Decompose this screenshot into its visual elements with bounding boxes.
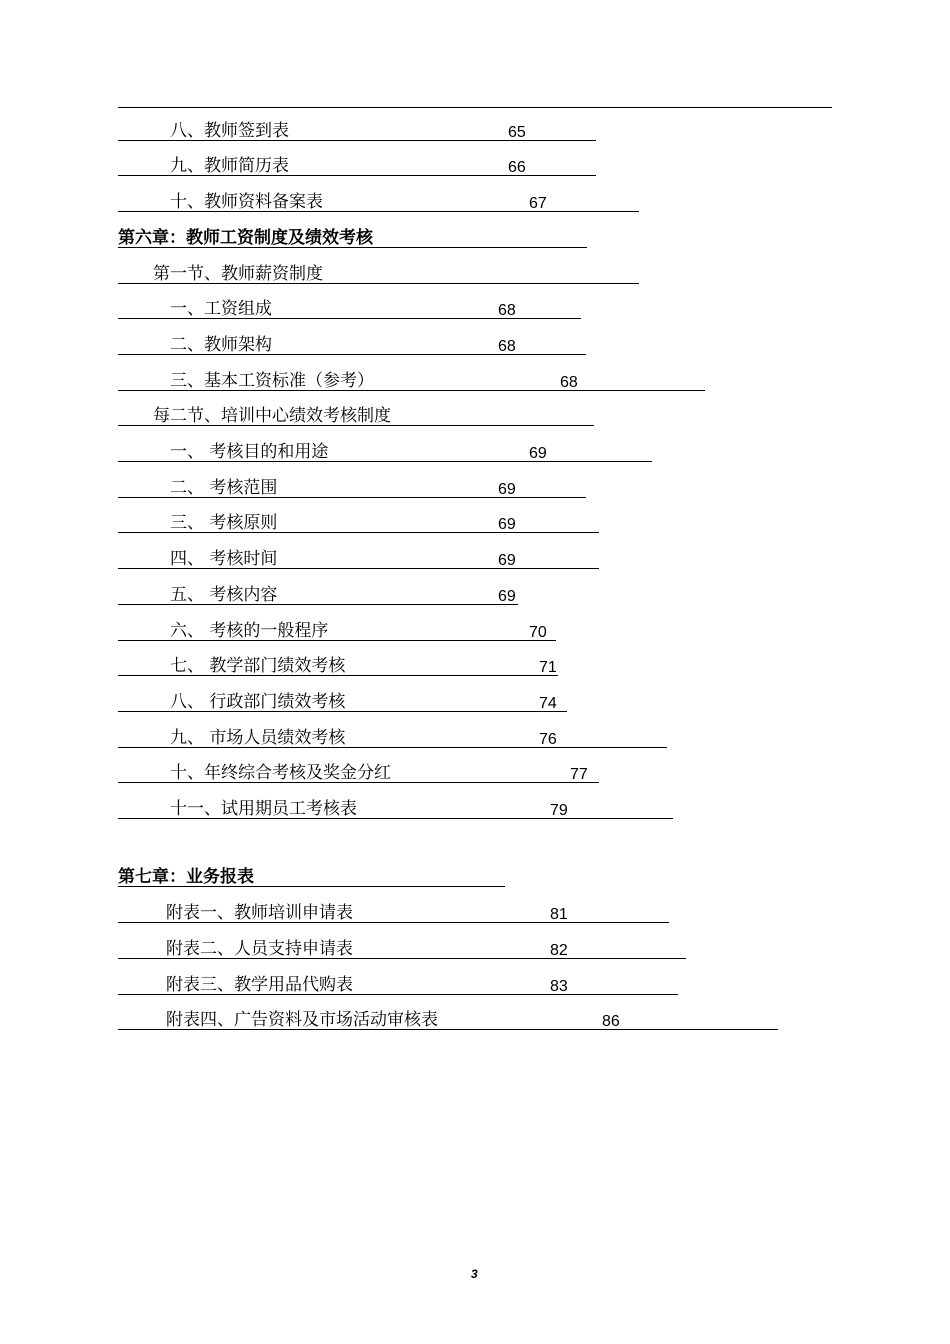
toc-entry[interactable] (118, 970, 678, 995)
toc-entry[interactable] (118, 187, 639, 212)
toc-entry-page: 82 (550, 942, 568, 959)
toc-entry-page: 83 (550, 978, 568, 995)
toc-entry[interactable] (118, 151, 596, 176)
toc-entry-title: 每二节、培训中心绩效考核制度 (153, 406, 391, 426)
toc-entry-title: 附表一、教师培训申请表 (166, 903, 353, 923)
toc-entry[interactable] (118, 758, 599, 783)
toc-entry-page: 74 (539, 695, 557, 712)
toc-section-heading[interactable] (118, 259, 639, 284)
toc-entry-page: 69 (498, 588, 516, 605)
toc-entry-page: 71 (539, 659, 557, 676)
toc-entry-page: 86 (602, 1013, 620, 1030)
toc-entry-page: 69 (529, 445, 547, 462)
toc-entry-title: 十、教师资料备案表 (170, 192, 323, 212)
toc-entry-title: 二、教师架构 (170, 335, 272, 355)
toc-entry-page: 66 (508, 159, 526, 176)
toc-entry-page: 77 (570, 766, 588, 783)
toc-entry[interactable] (118, 794, 673, 819)
toc-entry-title: 三、 考核原则 (170, 513, 278, 533)
toc-entry[interactable] (118, 687, 567, 712)
toc-entry-title: 一、 考核目的和用途 (170, 442, 329, 462)
toc-entry-page: 69 (498, 481, 516, 498)
toc-entry-page: 65 (508, 124, 526, 141)
page-number: 3 (471, 1267, 478, 1281)
toc-entry-title: 第一节、教师薪资制度 (153, 264, 323, 284)
toc-entry[interactable] (118, 473, 586, 498)
toc-entry[interactable] (118, 294, 581, 319)
toc-entry[interactable] (118, 437, 652, 462)
toc-chapter-heading[interactable] (118, 223, 587, 248)
toc-entry[interactable] (118, 1005, 778, 1030)
toc-entry-page: 69 (498, 516, 516, 533)
toc-entry-title: 六、 考核的一般程序 (170, 621, 329, 641)
toc-entry-title: 二、 考核范围 (170, 478, 278, 498)
toc-entry-page: 70 (529, 624, 547, 641)
toc-entry-title: 十、年终综合考核及奖金分红 (170, 763, 391, 783)
toc-entry-title: 九、 市场人员绩效考核 (170, 728, 346, 748)
toc-entry[interactable] (118, 544, 599, 569)
toc-entry-page: 68 (498, 338, 516, 355)
toc-entry[interactable] (118, 616, 556, 641)
toc-entry-title: 附表三、教学用品代购表 (166, 975, 353, 995)
toc-entry-title: 七、 教学部门绩效考核 (170, 656, 346, 676)
toc-section-heading[interactable] (118, 401, 594, 426)
toc-entry-title: 五、 考核内容 (170, 585, 278, 605)
toc-entry-page: 76 (539, 731, 557, 748)
toc-entry-page: 68 (560, 374, 578, 391)
toc-entry-page: 67 (529, 195, 547, 212)
toc-entry[interactable] (118, 366, 705, 391)
toc-chapter-heading[interactable] (118, 862, 505, 887)
toc-entry-title: 三、基本工资标准（参考） (170, 371, 374, 391)
toc-entry-title: 九、教师简历表 (170, 156, 289, 176)
toc-entry[interactable] (118, 580, 518, 605)
toc-entry-title: 附表四、广告资料及市场活动审核表 (166, 1010, 438, 1030)
toc-entry[interactable] (118, 934, 686, 959)
toc-entry-title: 第七章：业务报表 (118, 867, 254, 887)
toc-entry[interactable] (118, 898, 669, 923)
toc-entry-title: 四、 考核时间 (170, 549, 278, 569)
toc-entry-title: 八、 行政部门绩效考核 (170, 692, 346, 712)
toc-entry[interactable] (118, 723, 667, 748)
toc-entry-title: 十一、试用期员工考核表 (170, 799, 357, 819)
header-rule (118, 107, 832, 108)
toc-entry-title: 附表二、人员支持申请表 (166, 939, 353, 959)
toc-entry[interactable] (118, 651, 558, 676)
toc-entry[interactable] (118, 116, 596, 141)
toc-entry[interactable] (118, 508, 599, 533)
toc-entry-page: 69 (498, 552, 516, 569)
toc-entry-page: 68 (498, 302, 516, 319)
toc-entry-page: 81 (550, 906, 568, 923)
toc-entry-title: 第六章：教师工资制度及绩效考核 (118, 228, 373, 248)
toc-entry-title: 八、教师签到表 (170, 121, 289, 141)
toc-entry-page: 79 (550, 802, 568, 819)
toc-entry-title: 一、工资组成 (170, 299, 272, 319)
toc-entry[interactable] (118, 330, 586, 355)
